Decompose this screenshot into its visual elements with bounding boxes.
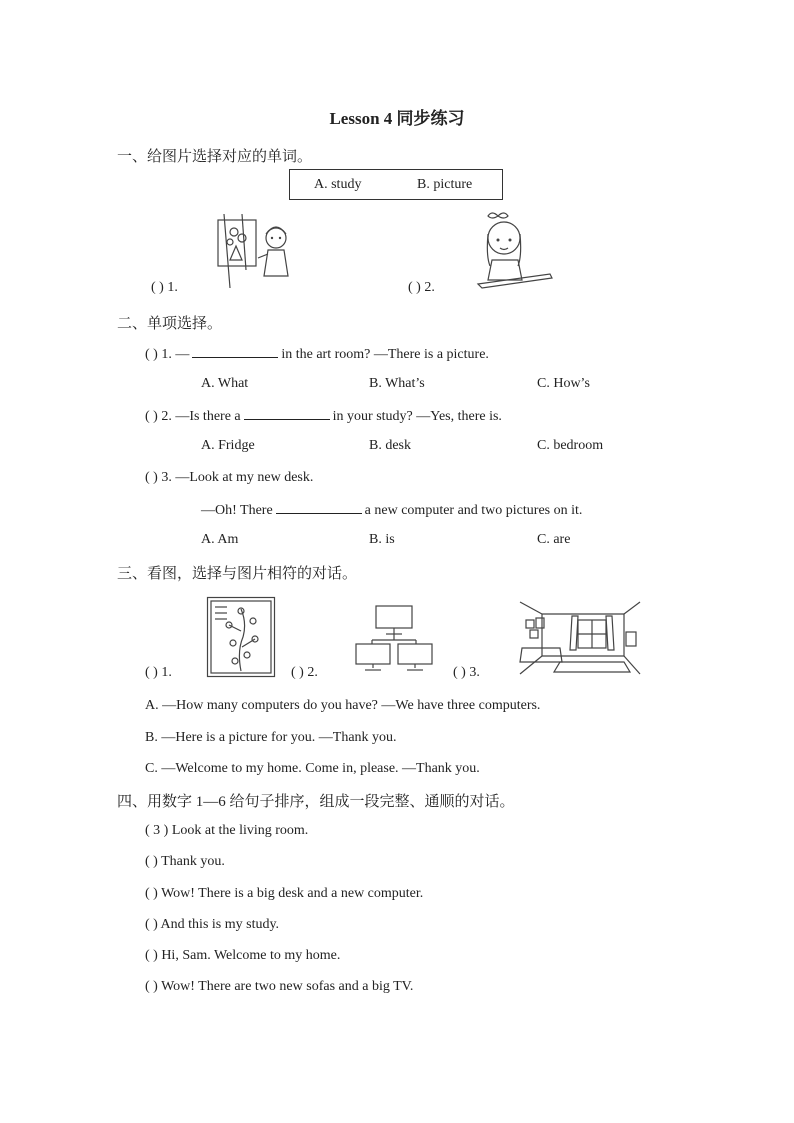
s2-q3-line2-start: —Oh! There xyxy=(201,503,273,518)
s2-q2-option-c: C. bedroom xyxy=(537,438,604,453)
answer-blank[interactable] xyxy=(192,345,278,358)
s2-q3-option-c: C. are xyxy=(537,532,571,547)
s4-line-2: ( ) Thank you. xyxy=(145,854,225,869)
answer-blank[interactable] xyxy=(244,407,330,420)
s1-question-2: ( ) 2. xyxy=(408,280,435,295)
blossom-picture-image xyxy=(207,597,275,677)
s2-q2-option-a: A. Fridge xyxy=(201,438,255,453)
s2-q1-start: ( ) 1. — xyxy=(145,347,190,362)
s2-q1-option-a: A. What xyxy=(201,376,249,391)
s2-q3-line2-rest: a new computer and two pictures on it. xyxy=(364,503,583,518)
word-option-a: A. study xyxy=(314,177,362,192)
word-option-b: B. picture xyxy=(417,177,473,192)
s2-q2-rest: in your study? —Yes, there is. xyxy=(332,409,502,424)
s3-question-3: ( ) 3. xyxy=(453,665,480,680)
section-1-heading: 一、给图片选择对应的单词。 xyxy=(117,149,313,165)
s2-q1-line xyxy=(145,345,489,363)
s2-q3-option-a: A. Am xyxy=(201,532,239,547)
s2-q3-line: ( ) 3. —Look at my new desk. xyxy=(145,470,314,485)
answer-blank[interactable] xyxy=(276,501,362,514)
s2-q1-rest: in the art room? —There is a picture. xyxy=(281,347,489,362)
s2-q3-option-b: B. is xyxy=(369,532,395,547)
s1-question-1: ( ) 1. xyxy=(151,280,178,295)
section-4-heading: 四、用数字 1—6 给句子排序，组成一段完整、通顺的对话。 xyxy=(117,794,515,810)
s4-line-6: ( ) Wow! There are two new sofas and a big TV. xyxy=(145,979,414,994)
living-room-image xyxy=(520,598,640,678)
s4-line-3: ( ) Wow! There is a big desk and a new computer. xyxy=(145,886,424,901)
s2-q2-option-b: B. desk xyxy=(369,438,411,453)
section-3-heading: 三、看图，选择与图片相符的对话。 xyxy=(117,566,358,582)
s2-q1-option-b: B. What’s xyxy=(369,376,425,391)
s3-dialogue-c: C. —Welcome to my home. Come in, please. —Thank you. xyxy=(145,761,480,776)
s4-line-1: ( 3 ) Look at the living room. xyxy=(145,823,309,838)
s3-question-1: ( ) 1. xyxy=(145,665,172,680)
section-2-heading: 二、单项选择。 xyxy=(117,316,223,332)
girl-studying-image xyxy=(478,208,554,290)
s2-q2-start: ( ) 2. —Is there a xyxy=(145,409,241,424)
s2-q1-option-c: C. How’s xyxy=(537,376,590,391)
girl-painting-image xyxy=(216,210,296,290)
s3-question-2: ( ) 2. xyxy=(291,665,318,680)
three-computers-image xyxy=(354,604,434,672)
s2-q3-line2 xyxy=(201,501,582,519)
s4-line-4: ( ) And this is my study. xyxy=(145,917,280,932)
s3-dialogue-a: A. —How many computers do you have? —We have three computers. xyxy=(145,698,541,713)
page-title: Lesson 4 同步练习 xyxy=(329,109,465,128)
s4-line-5: ( ) Hi, Sam. Welcome to my home. xyxy=(145,948,341,963)
s3-dialogue-b: B. —Here is a picture for you. —Thank you. xyxy=(145,730,397,745)
s2-q2-line xyxy=(145,407,502,425)
